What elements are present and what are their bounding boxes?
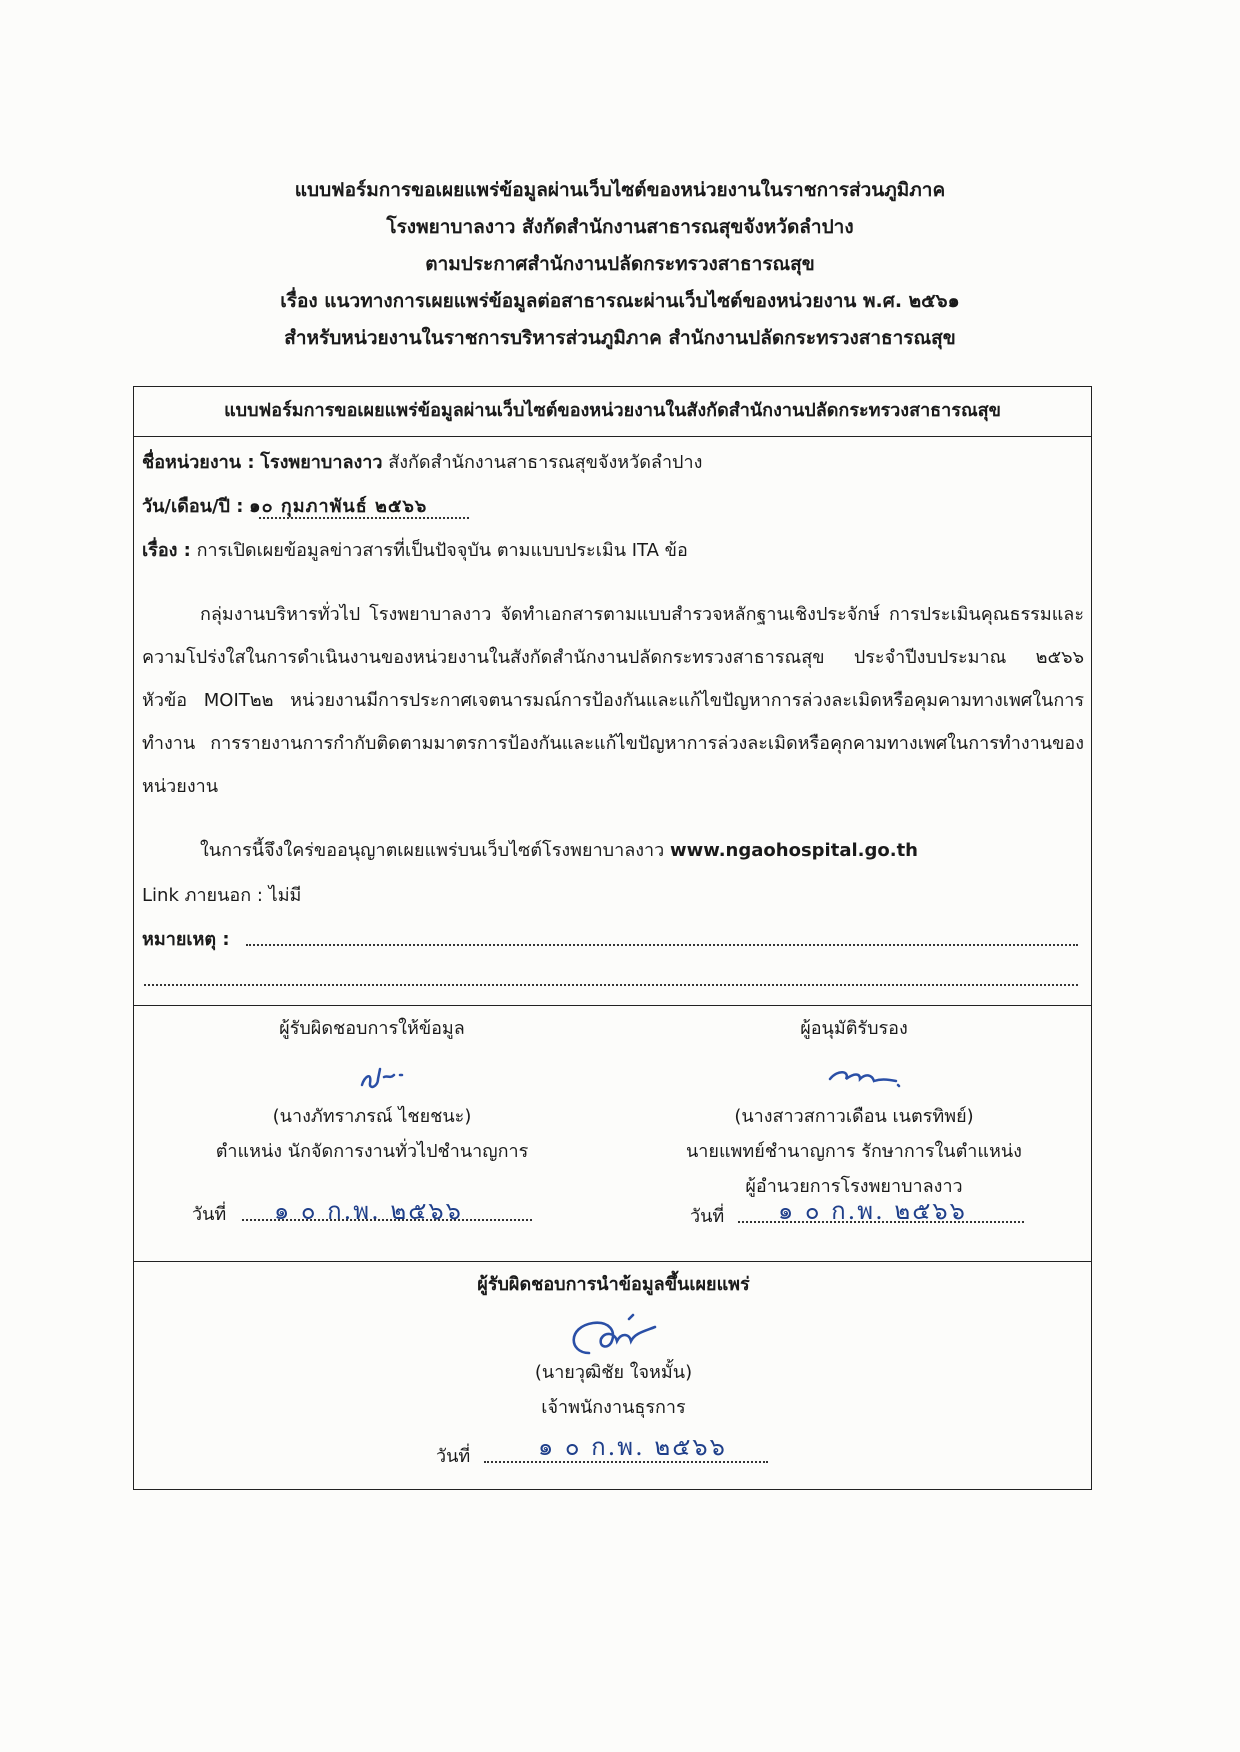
header-line-3: ตามประกาศสำนักงานปลัดกระทรวงสาธารณสุข <box>425 253 815 275</box>
website-url: www.ngaohospital.go.th <box>669 840 918 861</box>
publisher-name: (นายวุฒิชัย ใจหมั้น) <box>534 1362 693 1383</box>
approver-position-2: ผู้อำนวยการโรงพยาบาลงาว <box>745 1176 963 1197</box>
agency-rest: สังกัดสำนักงานสาธารณสุขจังหวัดลำปาง <box>388 452 703 473</box>
remark-label: หมายเหตุ : <box>142 929 230 950</box>
remark-dotted-line-1 <box>246 944 1078 946</box>
request-text: ในการนี้จึงใคร่ขออนุญาตเผยแพร่บนเว็บไซต์โรงพยาบาลงาว <box>200 840 665 861</box>
approver-name: (นางสาวสกาวเดือน เนตรทิพย์) <box>734 1106 974 1127</box>
remark-dotted-line-2 <box>144 984 1078 986</box>
body-paragraph: กลุ่มงานบริหารทั่วไป โรงพยาบาลงาว จัดทำเอกสารตามแบบสำรวจหลักฐานเชิงประจักษ์ การประเมินคุณธรรมและความโปร่งใสในการดำเนินงานของหน่วยงานในสังกัดสำนักงานปลัดกระทรวงสาธารณสุข ประจำปีงบประมาณ ๒๕๖๖ หัวข้อ MOIT๒๒ หน่วยงานมีการประกาศเจตนารมณ์การป้องกันและแก้ไขปัญหาการล่วงละเมิดหรือคุมคามทางเพศในการทำงาน การรายงานการกำกับติดตามมาตรการป้องกันและแก้ไขปัญหาการล่วงละเมิดหรือคุกคามทางเพศในการทำงานของหน่วยงาน <box>142 604 1084 797</box>
provider-position: ตำแหน่ง นักจัดการงานทั่วไปชำนาญการ <box>215 1141 529 1162</box>
provider-signature-mark <box>354 1057 414 1097</box>
header-line-4: เรื่อง แนวทางการเผยแพร่ข้อมูลต่อสาธารณะผ่านเว็บไซต์ของหน่วยงาน พ.ศ. ๒๕๖๑ <box>280 290 960 312</box>
provider-date-stamp: ๑ ๐ ก.พ. ๒๕๖๖ <box>274 1197 463 1225</box>
date-dotted-line <box>259 517 469 519</box>
approver-date-label: วันที่ <box>690 1206 725 1227</box>
remark-row <box>142 924 230 953</box>
agency-row <box>142 447 702 476</box>
provider-name: (นางภัทราภรณ์ ไชยชนะ) <box>272 1106 472 1127</box>
publisher-date-stamp: ๑ ๐ ก.พ. ๒๕๖๖ <box>538 1433 727 1461</box>
subject-row <box>142 535 688 564</box>
link-label: Link ภายนอก : <box>142 885 263 906</box>
provider-role: ผู้รับผิดชอบการให้ข้อมูล <box>279 1018 465 1039</box>
agency-name: โรงพยาบาลงาว <box>260 452 383 473</box>
header-line-5: สำหรับหน่วยงานในราชการบริหารส่วนภูมิภาค สำนักงานปลัดกระทรวงสาธารณสุข <box>284 327 956 349</box>
divider-publisher <box>134 1261 1091 1262</box>
publisher-date-label: วันที่ <box>436 1446 471 1467</box>
publisher-position: เจ้าพนักงานธุรการ <box>541 1397 686 1418</box>
request-row <box>200 835 918 864</box>
body-paragraph-block <box>142 593 1084 808</box>
link-row <box>142 880 301 909</box>
header-line-2: โรงพยาบาลงาว สังกัดสำนักงานสาธารณสุขจังหวัดลำปาง <box>386 216 854 238</box>
divider-signatures <box>134 1005 1091 1006</box>
approver-position-1: นายแพทย์ชำนาญการ รักษาการในตำแหน่ง <box>686 1141 1022 1162</box>
agency-label: ชื่อหน่วยงาน : <box>142 452 255 473</box>
subject-label: เรื่อง : <box>142 540 191 561</box>
provider-date-label: วันที่ <box>192 1204 227 1225</box>
form-title: แบบฟอร์มการขอเผยแพร่ข้อมูลผ่านเว็บไซต์ของหน่วยงานในสังกัดสำนักงานปลัดกระทรวงสาธารณสุข <box>134 387 1091 437</box>
publisher-role: ผู้รับผิดชอบการนำข้อมูลขึ้นเผยแพร่ <box>477 1274 750 1295</box>
approver-signature-mark <box>824 1059 904 1095</box>
approver-date-stamp: ๑ ๐ ก.พ. ๒๕๖๖ <box>778 1197 967 1225</box>
date-row <box>142 491 427 520</box>
date-value: ๑๐ กุมภาพันธ์ ๒๕๖๖ <box>249 496 428 517</box>
date-label: วัน/เดือน/ปี : <box>142 496 244 517</box>
document-header <box>0 172 1240 357</box>
subject-value: การเปิดเผยข้อมูลข่าวสารที่เป็นปัจจุบัน ตามแบบประเมิน ITA ข้อ <box>196 540 688 561</box>
header-line-1: แบบฟอร์มการขอเผยแพร่ข้อมูลผ่านเว็บไซต์ของหน่วยงานในราชการส่วนภูมิภาค <box>294 179 946 201</box>
approver-role: ผู้อนุมัติรับรอง <box>800 1018 908 1039</box>
form-box <box>133 386 1092 1490</box>
link-value: ไม่มี <box>268 885 302 906</box>
